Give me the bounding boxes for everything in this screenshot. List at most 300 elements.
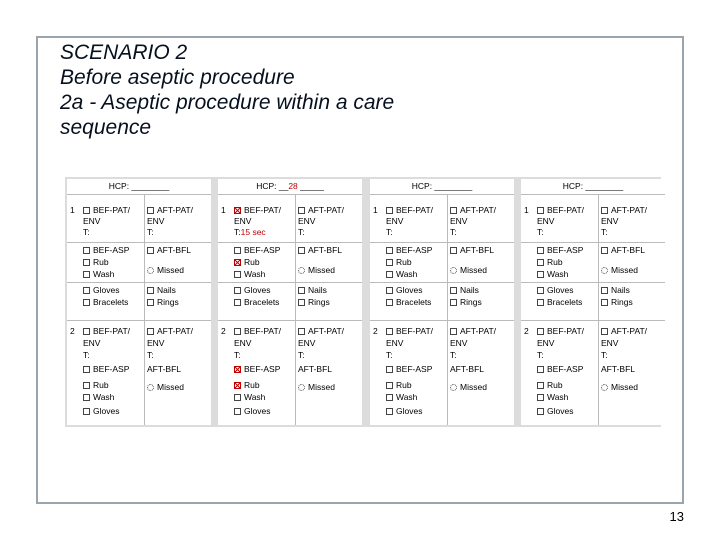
env-label: ENV: [386, 338, 404, 348]
row-divider: [370, 242, 514, 243]
bracelets-field: [234, 297, 279, 307]
rub-label: Rub: [396, 257, 412, 267]
nails-label: Nails: [460, 285, 479, 295]
gloves-field: [234, 285, 270, 295]
bef-pat-field: [386, 205, 433, 215]
time-field: [386, 350, 393, 360]
aft-bfl-label: AFT-BFL: [157, 245, 192, 255]
aft-bfl-checkbox[interactable]: [450, 247, 457, 254]
rub-checkbox[interactable]: [537, 382, 544, 389]
missed-radio[interactable]: [147, 384, 154, 391]
row-divider: [521, 320, 665, 321]
missed-label: Missed: [460, 382, 487, 392]
time-field: [537, 227, 544, 237]
nails-label: Nails: [308, 285, 327, 295]
missed-radio[interactable]: [450, 267, 457, 274]
missed-field: [147, 382, 184, 392]
aft-pat-field: [450, 205, 496, 215]
aft-pat-checkbox[interactable]: [601, 328, 608, 335]
gloves-checkbox[interactable]: [234, 408, 241, 415]
bef-pat-label: BEF-PAT/: [93, 205, 130, 215]
bef-asp-label: BEF-ASP: [547, 364, 584, 374]
aft-pat-label: AFT-PAT/: [460, 326, 497, 336]
rub-checkbox[interactable]: [234, 382, 241, 389]
gloves-label: Gloves: [547, 285, 574, 295]
rings-checkbox[interactable]: [147, 299, 154, 306]
env-label: ENV: [234, 338, 252, 348]
rub-checkbox[interactable]: [386, 382, 393, 389]
missed-radio[interactable]: [601, 267, 608, 274]
time-field-2: [147, 227, 154, 237]
row-number: 1: [70, 205, 75, 215]
missed-field: [147, 265, 184, 275]
time-field-2: [298, 350, 305, 360]
missed-label: Missed: [460, 265, 487, 275]
gloves-checkbox[interactable]: [537, 287, 544, 294]
missed-label: Missed: [157, 265, 184, 275]
wash-checkbox[interactable]: [83, 271, 90, 278]
wash-label: Wash: [396, 392, 418, 402]
env-label: ENV: [386, 216, 404, 226]
wash-checkbox[interactable]: [386, 394, 393, 401]
wash-label: Wash: [396, 269, 418, 279]
aft-pat-field: [298, 326, 344, 336]
bef-pat-checkbox[interactable]: [234, 207, 241, 214]
env-label: ENV: [298, 338, 316, 348]
bef-asp-field: [234, 364, 280, 374]
missed-radio[interactable]: [298, 384, 305, 391]
bracelets-checkbox[interactable]: [386, 299, 393, 306]
rub-label: Rub: [93, 257, 109, 267]
aft-pat-label: AFT-PAT/: [308, 205, 345, 215]
wash-label: Wash: [547, 392, 569, 402]
rings-field: [450, 297, 482, 307]
bef-pat-field: [537, 326, 584, 336]
wash-checkbox[interactable]: [537, 271, 544, 278]
bef-asp-checkbox[interactable]: [537, 247, 544, 254]
aft-pat-label: AFT-PAT/: [611, 326, 648, 336]
nails-checkbox[interactable]: [147, 287, 154, 294]
env-label: ENV: [147, 216, 165, 226]
rub-label: Rub: [244, 380, 260, 390]
aft-pat-label: AFT-PAT/: [308, 326, 345, 336]
bef-pat-field: [386, 326, 433, 336]
bef-asp-checkbox[interactable]: [537, 366, 544, 373]
aft-bfl-checkbox[interactable]: [147, 247, 154, 254]
bef-pat-field: [83, 326, 130, 336]
wash-field: [234, 392, 265, 402]
rings-label: Rings: [460, 297, 482, 307]
gloves-label: Gloves: [396, 285, 423, 295]
missed-field: [298, 382, 335, 392]
nails-checkbox[interactable]: [298, 287, 305, 294]
nails-field: [147, 285, 176, 295]
time-label: T:: [147, 227, 154, 237]
env-field-2: [147, 338, 164, 348]
bef-asp-checkbox[interactable]: [83, 366, 90, 373]
form-panel-3: [370, 179, 514, 425]
time-field: [83, 227, 90, 237]
wash-label: Wash: [93, 392, 115, 402]
gloves-checkbox[interactable]: [83, 287, 90, 294]
wash-field: [386, 269, 417, 279]
hcp-header: HCP: ________: [521, 179, 665, 195]
time-label: T:: [450, 350, 457, 360]
rub-label: Rub: [93, 380, 109, 390]
title-line-3: 2a - Aseptic procedure within a care: [60, 91, 395, 114]
bracelets-checkbox[interactable]: [537, 299, 544, 306]
wash-label: Wash: [93, 269, 115, 279]
missed-field: [450, 382, 487, 392]
aft-bfl-field: [601, 364, 635, 374]
env-field: [234, 216, 251, 226]
hcp-suffix: _____: [297, 181, 324, 191]
wash-label: Wash: [244, 269, 266, 279]
env-field: [537, 338, 554, 348]
bef-pat-label: BEF-PAT/: [547, 205, 584, 215]
row-number: 1: [221, 205, 226, 215]
rings-checkbox[interactable]: [450, 299, 457, 306]
gloves-checkbox[interactable]: [537, 408, 544, 415]
env-field: [234, 338, 251, 348]
time-value: 15 sec: [240, 227, 266, 237]
title-line-2: Before aseptic procedure: [60, 66, 295, 89]
bracelets-label: Bracelets: [93, 297, 129, 307]
rings-field: [601, 297, 633, 307]
aft-bfl-label: AFT-BFL: [450, 364, 485, 374]
rub-checkbox[interactable]: [83, 259, 90, 266]
row-number: 1: [373, 205, 378, 215]
time-label: T:: [386, 227, 393, 237]
bef-pat-checkbox[interactable]: [83, 207, 90, 214]
env-label: ENV: [450, 338, 468, 348]
missed-label: Missed: [308, 265, 335, 275]
rub-field: [234, 257, 260, 267]
missed-field: [298, 265, 335, 275]
missed-label: Missed: [308, 382, 335, 392]
time-label: T:: [450, 227, 457, 237]
aft-pat-field: [450, 326, 496, 336]
rub-field: [386, 380, 412, 390]
bef-pat-checkbox[interactable]: [234, 328, 241, 335]
time-field: [234, 227, 266, 237]
env-field-2: [601, 216, 618, 226]
env-label: ENV: [298, 216, 316, 226]
gloves-field: [83, 406, 119, 416]
aft-bfl-field: [147, 364, 181, 374]
time-label: T:: [83, 350, 90, 360]
form-panel-2: [218, 179, 362, 425]
bef-pat-checkbox[interactable]: [537, 207, 544, 214]
bef-asp-field: [234, 245, 280, 255]
nails-field: [450, 285, 479, 295]
bracelets-field: [537, 297, 582, 307]
bef-asp-field: [537, 364, 583, 374]
bef-pat-checkbox[interactable]: [83, 328, 90, 335]
wash-checkbox[interactable]: [537, 394, 544, 401]
env-label: ENV: [601, 338, 619, 348]
bef-pat-label: BEF-PAT/: [244, 205, 281, 215]
aft-bfl-label: AFT-BFL: [308, 245, 343, 255]
aft-bfl-field: [298, 364, 332, 374]
row-number: 2: [70, 326, 75, 336]
bef-pat-checkbox[interactable]: [537, 328, 544, 335]
gloves-label: Gloves: [93, 285, 120, 295]
missed-label: Missed: [611, 265, 638, 275]
aft-pat-label: AFT-PAT/: [611, 205, 648, 215]
time-label: T:: [386, 350, 393, 360]
time-label: T:: [83, 227, 90, 237]
form-panel-1: [67, 179, 211, 425]
gloves-checkbox[interactable]: [234, 287, 241, 294]
aft-bfl-checkbox[interactable]: [601, 247, 608, 254]
wash-label: Wash: [547, 269, 569, 279]
rub-checkbox[interactable]: [386, 259, 393, 266]
rub-field: [83, 257, 109, 267]
env-label: ENV: [147, 338, 165, 348]
bef-asp-label: BEF-ASP: [93, 245, 130, 255]
aft-bfl-field: [450, 245, 494, 255]
aft-bfl-field: [298, 245, 342, 255]
time-label: T:: [298, 350, 305, 360]
aft-pat-checkbox[interactable]: [147, 328, 154, 335]
bracelets-label: Bracelets: [244, 297, 280, 307]
aft-pat-checkbox[interactable]: [601, 207, 608, 214]
bef-pat-field: [234, 326, 281, 336]
rings-checkbox[interactable]: [601, 299, 608, 306]
aft-pat-checkbox[interactable]: [298, 328, 305, 335]
wash-field: [83, 269, 114, 279]
time-label: T:: [234, 227, 241, 237]
env-field: [386, 216, 403, 226]
aft-pat-field: [147, 205, 193, 215]
row-divider: [521, 282, 665, 283]
column-divider: [447, 195, 448, 425]
env-label: ENV: [537, 338, 555, 348]
time-label: T:: [234, 350, 241, 360]
row-number: 2: [373, 326, 378, 336]
wash-checkbox[interactable]: [234, 271, 241, 278]
hcp-header: [218, 179, 362, 195]
title-line-1: SCENARIO 2: [60, 41, 188, 64]
bracelets-field: [386, 297, 431, 307]
time-field: [234, 350, 241, 360]
gloves-label: Gloves: [547, 406, 574, 416]
time-field-2: [601, 227, 608, 237]
rings-checkbox[interactable]: [298, 299, 305, 306]
bef-pat-field: [83, 205, 130, 215]
aft-bfl-field: [450, 364, 484, 374]
aft-bfl-label: AFT-BFL: [147, 364, 182, 374]
time-label: T:: [537, 227, 544, 237]
form-panel-4: [521, 179, 665, 425]
time-field: [386, 227, 393, 237]
row-divider: [521, 242, 665, 243]
slide-title: [60, 40, 394, 140]
missed-field: [601, 382, 638, 392]
wash-field: [234, 269, 265, 279]
rub-field: [537, 257, 563, 267]
time-label: T:: [601, 227, 608, 237]
aft-pat-label: AFT-PAT/: [157, 326, 194, 336]
aft-pat-checkbox[interactable]: [147, 207, 154, 214]
bef-pat-label: BEF-PAT/: [396, 326, 433, 336]
wash-checkbox[interactable]: [234, 394, 241, 401]
env-label: ENV: [83, 216, 101, 226]
aft-pat-checkbox[interactable]: [450, 207, 457, 214]
row-divider: [370, 282, 514, 283]
rub-checkbox[interactable]: [83, 382, 90, 389]
slide-number: 13: [669, 509, 684, 524]
missed-field: [601, 265, 638, 275]
bef-pat-label: BEF-PAT/: [244, 326, 281, 336]
bef-asp-checkbox[interactable]: [83, 247, 90, 254]
time-field-2: [450, 350, 457, 360]
aft-bfl-field: [147, 245, 191, 255]
rings-field: [298, 297, 330, 307]
gloves-field: [386, 406, 422, 416]
title-line-4: sequence: [60, 116, 152, 139]
env-label: ENV: [83, 338, 101, 348]
missed-radio[interactable]: [298, 267, 305, 274]
nails-checkbox[interactable]: [601, 287, 608, 294]
aft-bfl-label: AFT-BFL: [611, 245, 646, 255]
wash-label: Wash: [244, 392, 266, 402]
bracelets-field: [83, 297, 128, 307]
bef-asp-checkbox[interactable]: [234, 247, 241, 254]
gloves-label: Gloves: [396, 406, 423, 416]
bef-pat-field: [537, 205, 584, 215]
time-field: [83, 350, 90, 360]
row-divider: [218, 242, 362, 243]
env-field-2: [601, 338, 618, 348]
bef-asp-label: BEF-ASP: [396, 245, 433, 255]
time-field-2: [601, 350, 608, 360]
row-number: 1: [524, 205, 529, 215]
missed-label: Missed: [611, 382, 638, 392]
env-label: ENV: [601, 216, 619, 226]
time-label: T:: [537, 350, 544, 360]
gloves-label: Gloves: [244, 285, 271, 295]
aft-pat-label: AFT-PAT/: [460, 205, 497, 215]
env-field-2: [450, 338, 467, 348]
aft-bfl-label: AFT-BFL: [460, 245, 495, 255]
column-divider: [295, 195, 296, 425]
env-label: ENV: [450, 216, 468, 226]
bracelets-checkbox[interactable]: [83, 299, 90, 306]
bef-asp-field: [537, 245, 583, 255]
env-field-2: [298, 338, 315, 348]
gloves-checkbox[interactable]: [386, 287, 393, 294]
bef-asp-label: BEF-ASP: [244, 245, 281, 255]
rub-label: Rub: [396, 380, 412, 390]
rings-label: Rings: [611, 297, 633, 307]
bef-asp-label: BEF-ASP: [93, 364, 130, 374]
time-field: [537, 350, 544, 360]
aft-pat-checkbox[interactable]: [450, 328, 457, 335]
env-field-2: [147, 216, 164, 226]
nails-field: [601, 285, 630, 295]
rub-checkbox[interactable]: [234, 259, 241, 266]
bef-asp-label: BEF-ASP: [244, 364, 281, 374]
gloves-label: Gloves: [244, 406, 271, 416]
bef-asp-checkbox[interactable]: [234, 366, 241, 373]
wash-checkbox[interactable]: [83, 394, 90, 401]
wash-checkbox[interactable]: [386, 271, 393, 278]
row-number: 2: [524, 326, 529, 336]
aft-pat-checkbox[interactable]: [298, 207, 305, 214]
bef-pat-field: [234, 205, 281, 215]
missed-radio[interactable]: [147, 267, 154, 274]
gloves-checkbox[interactable]: [386, 408, 393, 415]
nails-checkbox[interactable]: [450, 287, 457, 294]
rings-label: Rings: [157, 297, 179, 307]
row-divider: [218, 320, 362, 321]
bracelets-checkbox[interactable]: [234, 299, 241, 306]
bef-asp-field: [83, 364, 129, 374]
row-divider: [67, 242, 211, 243]
env-label: ENV: [234, 216, 252, 226]
env-field: [83, 216, 100, 226]
bef-pat-label: BEF-PAT/: [396, 205, 433, 215]
missed-radio[interactable]: [601, 384, 608, 391]
hcp-header: HCP: ________: [370, 179, 514, 195]
nails-label: Nails: [157, 285, 176, 295]
bef-asp-checkbox[interactable]: [386, 366, 393, 373]
bracelets-label: Bracelets: [547, 297, 583, 307]
rub-label: Rub: [244, 257, 260, 267]
wash-field: [537, 269, 568, 279]
gloves-label: Gloves: [93, 406, 120, 416]
hcp-id: 28: [288, 181, 298, 191]
bef-asp-checkbox[interactable]: [386, 247, 393, 254]
bef-pat-checkbox[interactable]: [386, 207, 393, 214]
aft-bfl-label: AFT-BFL: [601, 364, 636, 374]
bef-asp-field: [386, 364, 432, 374]
wash-field: [537, 392, 568, 402]
aft-pat-field: [601, 205, 647, 215]
missed-label: Missed: [157, 382, 184, 392]
rub-field: [234, 380, 260, 390]
gloves-field: [537, 406, 573, 416]
rub-label: Rub: [547, 380, 563, 390]
rub-checkbox[interactable]: [537, 259, 544, 266]
row-divider: [67, 320, 211, 321]
aft-bfl-checkbox[interactable]: [298, 247, 305, 254]
row-divider: [67, 282, 211, 283]
aft-pat-field: [147, 326, 193, 336]
time-label: T:: [298, 227, 305, 237]
hcp-prefix: HCP: __: [256, 181, 289, 191]
missed-radio[interactable]: [450, 384, 457, 391]
gloves-checkbox[interactable]: [83, 408, 90, 415]
time-label: T:: [601, 350, 608, 360]
bef-pat-checkbox[interactable]: [386, 328, 393, 335]
bef-asp-field: [386, 245, 432, 255]
gloves-field: [386, 285, 422, 295]
env-field: [537, 216, 554, 226]
time-field-2: [298, 227, 305, 237]
env-field-2: [298, 216, 315, 226]
aft-bfl-label: AFT-BFL: [298, 364, 333, 374]
nails-field: [298, 285, 327, 295]
row-number: 2: [221, 326, 226, 336]
gloves-field: [537, 285, 573, 295]
time-label: T:: [147, 350, 154, 360]
aft-pat-label: AFT-PAT/: [157, 205, 194, 215]
env-field: [386, 338, 403, 348]
env-label: ENV: [537, 216, 555, 226]
